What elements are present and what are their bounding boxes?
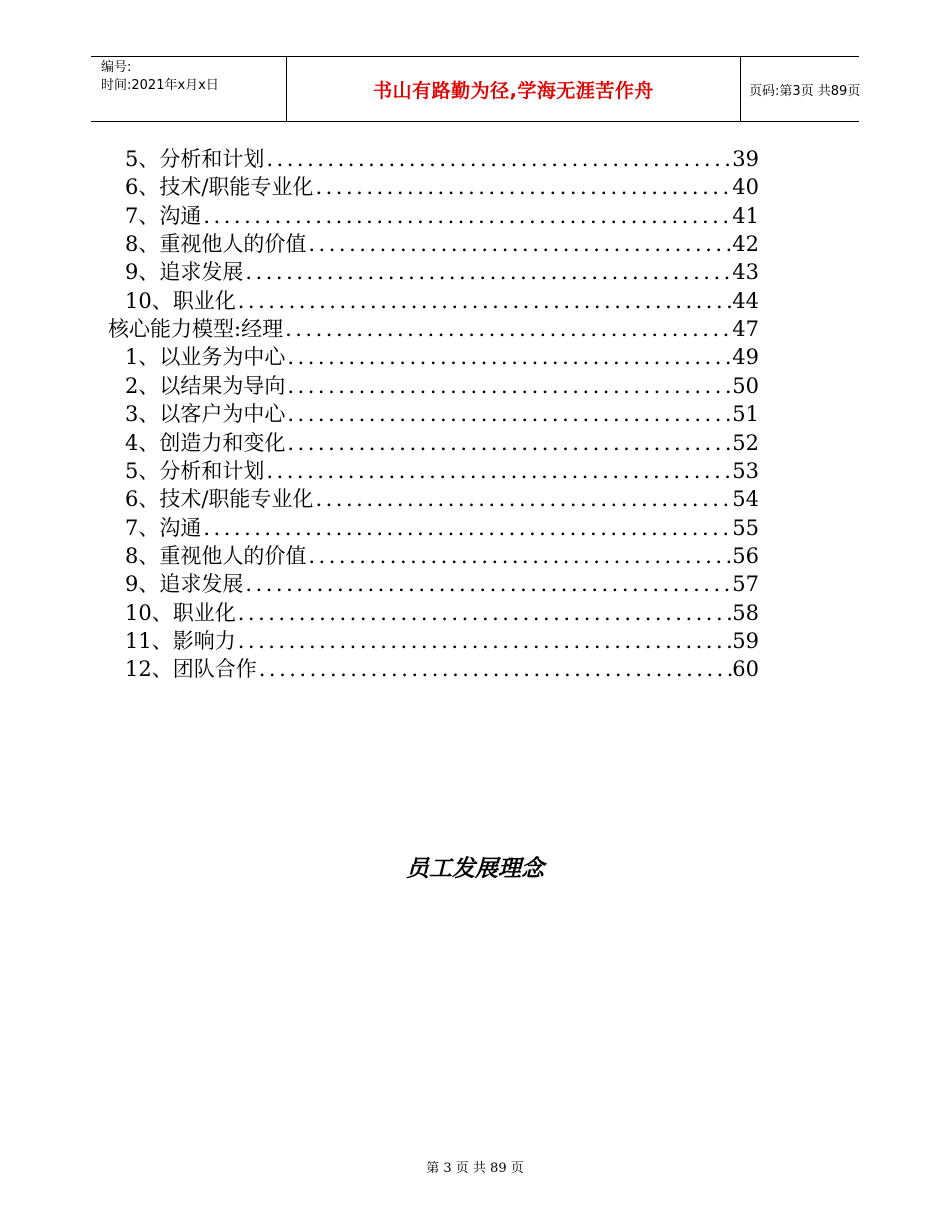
toc-leader-dots — [243, 570, 732, 598]
toc-entry[interactable] — [125, 400, 759, 428]
toc-entry-title: 6、技术/职能专业化 — [125, 175, 314, 200]
toc-entry-title: 5、分析和计划 — [125, 458, 265, 483]
toc-entry-page: 44 — [732, 288, 759, 313]
toc-entry-page: 57 — [732, 572, 759, 597]
toc-entry-title: 1、以业务为中心 — [125, 345, 286, 370]
toc-leader-dots — [283, 315, 732, 343]
toc-entry[interactable] — [125, 514, 759, 542]
toc-entry-page: 53 — [732, 458, 759, 483]
toc-entry-page: 47 — [732, 317, 759, 342]
toc-entry-page: 42 — [732, 232, 759, 257]
toc-leader-dots — [285, 343, 732, 371]
time-label: 时间:2021年x月x日 — [101, 78, 219, 93]
toc-leader-dots — [236, 287, 733, 315]
header-page-cell — [741, 57, 859, 121]
toc-entry-title: 8、重视他人的价值 — [125, 232, 307, 257]
toc-leader-dots — [306, 230, 732, 258]
section-title: 员工发展理念 — [406, 856, 544, 882]
toc-entry[interactable] — [125, 570, 759, 598]
toc-leader-dots — [264, 457, 732, 485]
toc-leader-dots — [236, 627, 733, 655]
toc-entry[interactable] — [125, 230, 759, 258]
toc-entry[interactable] — [125, 457, 759, 485]
header-motto-cell — [286, 57, 741, 121]
toc-leader-dots — [306, 542, 732, 570]
toc-leader-dots — [313, 173, 732, 201]
toc-entry-title: 4、创造力和变化 — [125, 430, 286, 455]
toc-entry[interactable] — [125, 429, 759, 457]
toc-leader-dots — [201, 514, 732, 542]
toc-leader-dots — [201, 202, 732, 230]
toc-entry-page: 49 — [732, 345, 759, 370]
header-meta-cell — [91, 57, 286, 121]
serial-label: 编号: — [101, 60, 132, 75]
toc-entry-title: 11、影响力 — [125, 628, 236, 653]
toc-entry-page: 58 — [732, 600, 759, 625]
toc-entry-page: 51 — [732, 402, 759, 427]
toc-entry-title: 9、追求发展 — [125, 260, 244, 285]
toc-entry-title: 10、职业化 — [125, 288, 236, 313]
toc-entry-title: 7、沟通 — [125, 515, 202, 540]
toc-leader-dots — [236, 599, 733, 627]
toc-entry[interactable] — [125, 258, 759, 286]
toc-entry-page: 52 — [732, 430, 759, 455]
toc-entry-page: 43 — [732, 260, 759, 285]
toc-entry[interactable] — [125, 485, 759, 513]
toc-entry[interactable] — [125, 627, 759, 655]
toc-entry-title: 8、重视他人的价值 — [125, 543, 307, 568]
toc-leader-dots — [243, 258, 732, 286]
toc-entry-page: 40 — [732, 175, 759, 200]
toc-leader-dots — [313, 485, 732, 513]
toc-entry[interactable] — [125, 145, 759, 173]
toc-leader-dots — [257, 655, 733, 683]
toc-entry[interactable] — [125, 599, 759, 627]
toc-entry-page: 39 — [732, 147, 759, 171]
toc-entry-title: 10、职业化 — [125, 600, 236, 625]
toc-leader-dots — [285, 372, 732, 400]
toc-entry-page: 60 — [732, 657, 759, 682]
toc-entry-page: 54 — [732, 487, 759, 512]
toc-leader-dots — [264, 145, 732, 173]
page-footer: 第 3 页 共 89 页 — [426, 1161, 524, 1176]
toc-entry-page: 55 — [732, 515, 759, 540]
toc-entry-title: 2、以结果为导向 — [125, 373, 286, 398]
toc-entry-title: 核心能力模型:经理 — [108, 317, 284, 342]
toc-entry-title: 5、分析和计划 — [125, 147, 265, 171]
toc-entry[interactable] — [125, 343, 759, 371]
toc-entry[interactable] — [125, 173, 759, 201]
toc-entry[interactable] — [125, 655, 759, 683]
toc-entry[interactable] — [125, 372, 759, 400]
toc-entry[interactable] — [125, 542, 759, 570]
toc-leader-dots — [285, 400, 732, 428]
toc-entry[interactable] — [125, 287, 759, 315]
toc-entry[interactable] — [125, 202, 759, 230]
toc-entry[interactable] — [108, 315, 759, 343]
toc-entry-page: 41 — [732, 203, 759, 228]
toc-entry-title: 7、沟通 — [125, 203, 202, 228]
document-header — [91, 56, 859, 122]
toc-entry-page: 56 — [732, 543, 759, 568]
toc-entry-page: 50 — [732, 373, 759, 398]
toc-entry-title: 9、追求发展 — [125, 572, 244, 597]
toc-entry-title: 6、技术/职能专业化 — [125, 487, 314, 512]
toc-leader-dots — [285, 429, 732, 457]
toc-entry-title: 12、团队合作 — [125, 657, 257, 682]
toc-entry-title: 3、以客户为中心 — [125, 402, 286, 427]
motto-text: 书山有路勤为径,学海无涯苦作舟 — [373, 79, 654, 102]
page-code: 页码:第3页 共89页 — [749, 83, 861, 99]
toc-entry-page: 59 — [732, 628, 759, 653]
